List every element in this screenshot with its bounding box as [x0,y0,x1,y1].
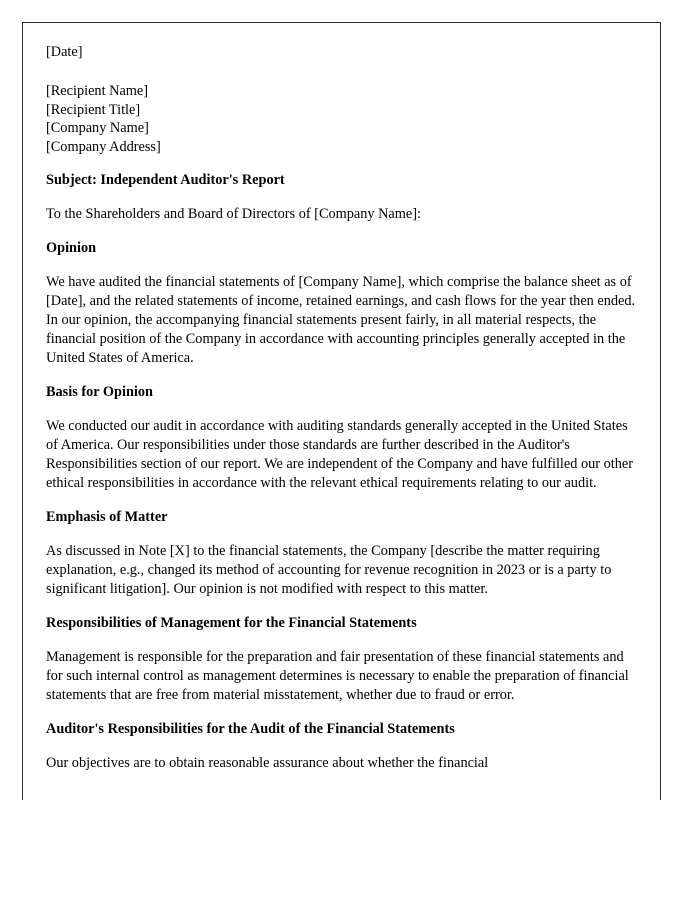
document-body [46,43,636,771]
date-placeholder: [Date] [46,44,83,60]
section-body-opinion: We have audited the financial statements of [Company Name], which comprise the balance sheet as of [Date], and the related statements of income, retained earnings, and cash flows for the year then ended. In our opinion, the accompanying financial statements present fairly, in all material respects, the financial position of the Company in accordance with accounting principles generally accepted in the United States of America. [46,274,636,366]
section-body-management-responsibilities: Management is responsible for the preparation and fair presentation of these financial statements and for such internal control as management determines is necessary to enable the preparation of financial statements that are free from material misstatement, whether due to fraud or error. [46,649,629,703]
section-heading-basis-for-opinion: Basis for Opinion [46,384,153,400]
salutation: To the Shareholders and Board of Directors of [Company Name]: [46,206,421,222]
document-page [22,22,661,800]
subject-line: Subject: Independent Auditor's Report [46,172,285,188]
section-body-auditor-responsibilities: Our objectives are to obtain reasonable assurance about whether the financial [46,755,489,771]
section-heading-opinion: Opinion [46,240,97,256]
recipient-name: [Recipient Name] [46,83,149,99]
recipient-title: [Recipient Title] [46,101,141,118]
company-address: [Company Address] [46,138,161,155]
section-heading-auditor-responsibilities: Auditor's Responsibilities for the Audit of the Financial Statements [46,721,455,737]
section-heading-management-responsibilities: Responsibilities of Management for the Financial Statements [46,615,417,631]
section-heading-emphasis-of-matter: Emphasis of Matter [46,509,168,525]
company-name: [Company Name] [46,120,149,136]
section-body-basis-for-opinion: We conducted our audit in accordance with auditing standards generally accepted in the United States of America. Our responsibilities under those standards are further described in the Auditor's Responsibilities section of our report. We are independent of the Company and have fulfilled our other ethical responsibilities in accordance with the relevant ethical requirements relating to our audit. [46,418,633,491]
section-body-emphasis-of-matter: As discussed in Note [X] to the financial statements, the Company [describe the matter requiring explanation, e.g., changed its method of accounting for revenue recognition in 2023 or is a party to significant litigation]. Our opinion is not modified with respect to this matter. [46,543,612,597]
recipient-address-block [46,82,636,156]
